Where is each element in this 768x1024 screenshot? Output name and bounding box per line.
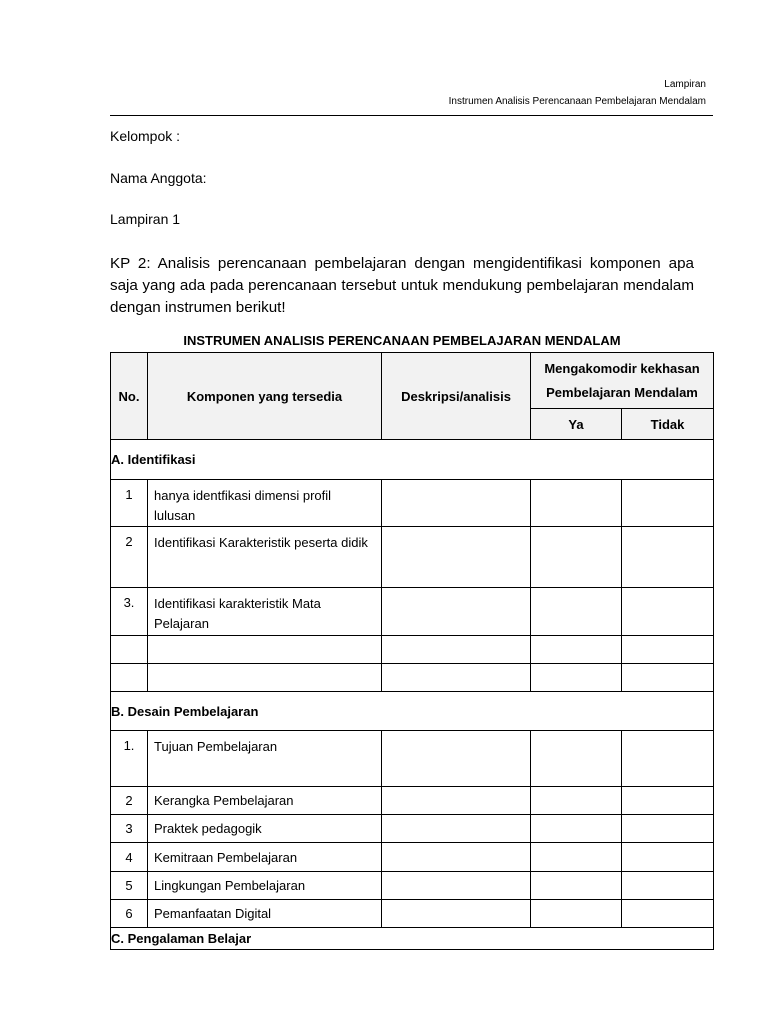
table-row (111, 588, 714, 636)
empty-cell[interactable] (531, 664, 622, 692)
empty-cell[interactable] (622, 636, 714, 664)
row-ya-cell[interactable] (531, 900, 622, 928)
empty-cell[interactable] (531, 636, 622, 664)
section-title: C. Pengalaman Belajar (111, 928, 714, 950)
row-komponen: Kemitraan Pembelajaran (148, 843, 382, 872)
row-number: 1. (111, 731, 148, 787)
table-row-empty (111, 636, 714, 664)
row-ya-cell[interactable] (531, 872, 622, 900)
section-row (111, 440, 714, 480)
row-komponen: Kerangka Pembelajaran (148, 787, 382, 815)
row-number: 2 (111, 527, 148, 588)
row-number: 5 (111, 872, 148, 900)
row-komponen: Identifikasi Karakteristik peserta didik (148, 527, 382, 588)
table-row (111, 527, 714, 588)
row-tidak-cell[interactable] (622, 731, 714, 787)
section-title: B. Desain Pembelajaran (111, 692, 714, 731)
table-row (111, 872, 714, 900)
row-komponen: hanya identfikasi dimensi profil lulusan (148, 480, 382, 527)
row-number: 6 (111, 900, 148, 928)
section-title: A. Identifikasi (111, 440, 714, 480)
row-tidak-cell[interactable] (622, 527, 714, 588)
row-number: 3. (111, 588, 148, 636)
table-row (111, 787, 714, 815)
lampiran-label: Lampiran 1 (110, 211, 181, 227)
row-tidak-cell[interactable] (622, 480, 714, 527)
header-tidak: Tidak (622, 409, 714, 440)
table-row (111, 843, 714, 872)
row-ya-cell[interactable] (531, 527, 622, 588)
header-komponen: Komponen yang tersedia (148, 353, 382, 440)
analysis-table (110, 352, 714, 950)
row-number: 3 (111, 815, 148, 843)
row-komponen: Lingkungan Pembelajaran (148, 872, 382, 900)
row-deskripsi-cell[interactable] (382, 731, 531, 787)
row-deskripsi-cell[interactable] (382, 872, 531, 900)
row-ya-cell[interactable] (531, 480, 622, 527)
empty-cell[interactable] (382, 636, 531, 664)
row-number: 1 (111, 480, 148, 527)
row-ya-cell[interactable] (531, 815, 622, 843)
instruction-paragraph: KP 2: Analisis perencanaan pembelajaran dengan mengidentifikasi komponen apa saja yang ada pada perencanaan tersebut untuk mendukung pembelajaran mendalam dengan instrumen berikut! (110, 255, 694, 316)
empty-cell (111, 636, 148, 664)
table-row (111, 900, 714, 928)
header-deskripsi: Deskripsi/analisis (382, 353, 531, 440)
header-mengakomodir-line2: Pembelajaran Mendalam (546, 384, 698, 400)
row-deskripsi-cell[interactable] (382, 843, 531, 872)
row-tidak-cell[interactable] (622, 815, 714, 843)
header-mengakomodir (531, 353, 714, 409)
row-komponen: Identifikasi karakteristik Mata Pelajaran (148, 588, 382, 636)
nama-anggota-field: Nama Anggota: (110, 170, 207, 186)
section-row (111, 928, 714, 950)
table-row (111, 731, 714, 787)
section-row (111, 692, 714, 731)
row-komponen: Pemanfaatan Digital (148, 900, 382, 928)
row-deskripsi-cell[interactable] (382, 815, 531, 843)
empty-cell (111, 664, 148, 692)
table-row (111, 815, 714, 843)
row-ya-cell[interactable] (531, 843, 622, 872)
header-no: No. (111, 353, 148, 440)
row-tidak-cell[interactable] (622, 900, 714, 928)
row-tidak-cell[interactable] (622, 787, 714, 815)
row-deskripsi-cell[interactable] (382, 900, 531, 928)
header-subtitle: Instrumen Analisis Perencanaan Pembelajaran Mendalam (448, 96, 706, 107)
row-ya-cell[interactable] (531, 731, 622, 787)
row-ya-cell[interactable] (531, 787, 622, 815)
table-row (111, 480, 714, 527)
empty-cell[interactable] (148, 636, 382, 664)
row-komponen: Praktek pedagogik (148, 815, 382, 843)
row-komponen: Tujuan Pembelajaran (148, 731, 382, 787)
row-number: 4 (111, 843, 148, 872)
row-deskripsi-cell[interactable] (382, 480, 531, 527)
row-tidak-cell[interactable] (622, 872, 714, 900)
row-deskripsi-cell[interactable] (382, 527, 531, 588)
row-tidak-cell[interactable] (622, 843, 714, 872)
row-deskripsi-cell[interactable] (382, 588, 531, 636)
empty-cell[interactable] (622, 664, 714, 692)
empty-cell[interactable] (382, 664, 531, 692)
row-tidak-cell[interactable] (622, 588, 714, 636)
kelompok-field: Kelompok : (110, 128, 181, 144)
header-ya: Ya (531, 409, 622, 440)
table-row-empty (111, 664, 714, 692)
header-mengakomodir-line1: Mengakomodir kekhasan (544, 360, 700, 376)
table-title: INSTRUMEN ANALISIS PERENCANAAN PEMBELAJARAN MENDALAM (183, 333, 621, 348)
row-ya-cell[interactable] (531, 588, 622, 636)
header-divider (110, 115, 713, 116)
empty-cell[interactable] (148, 664, 382, 692)
header-label: Lampiran (664, 79, 706, 90)
row-deskripsi-cell[interactable] (382, 787, 531, 815)
row-number: 2 (111, 787, 148, 815)
